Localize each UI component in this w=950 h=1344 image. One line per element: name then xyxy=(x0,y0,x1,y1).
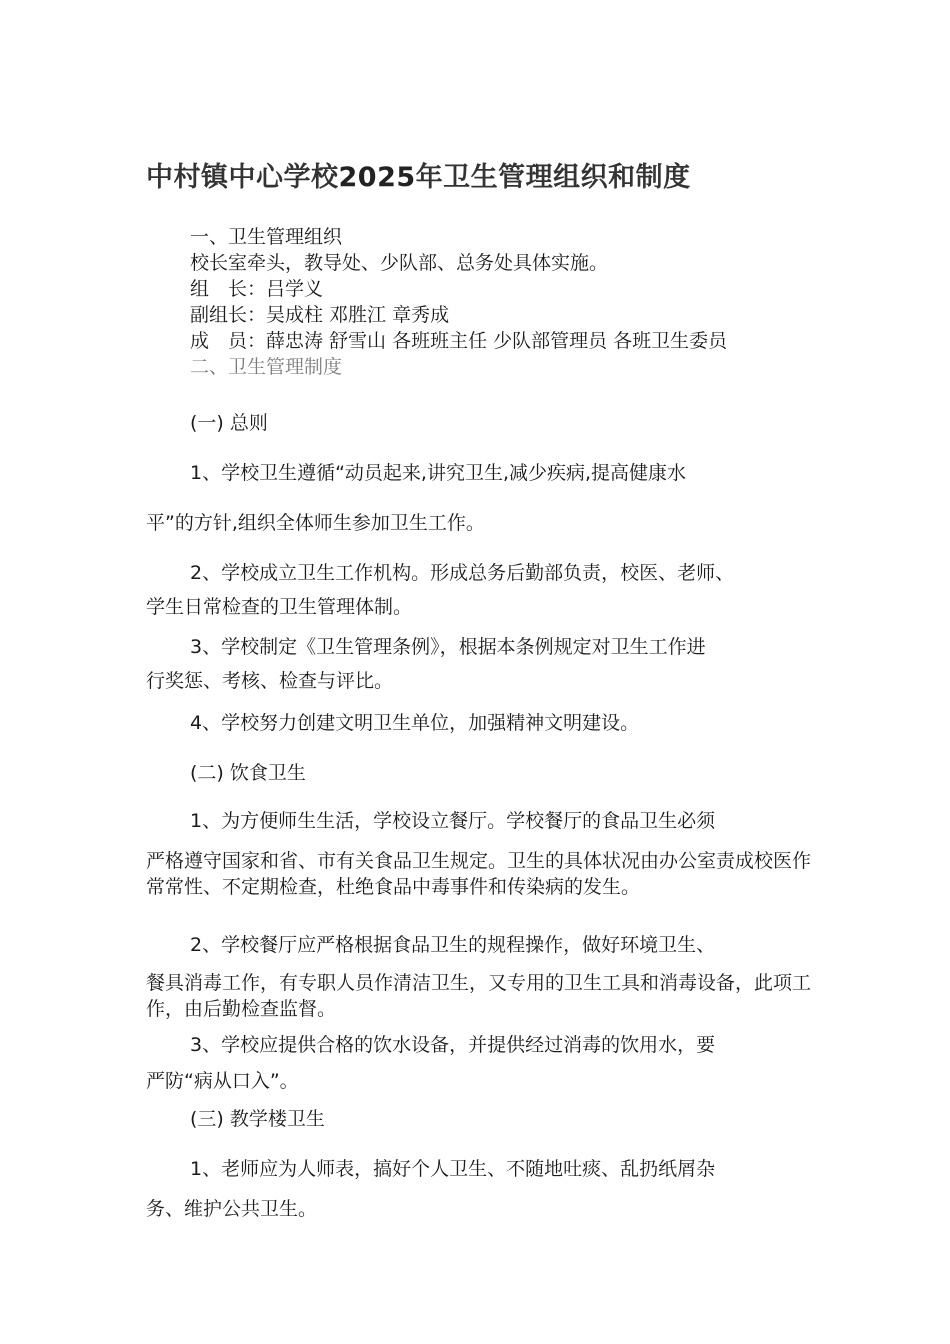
paragraph-first-line: 3、学校制定《卫生管理条例》，根据本条例规定对卫生工作进 xyxy=(190,636,706,658)
paragraph-rest: 平”的方针,组织全体师生参加卫生工作。 xyxy=(146,512,485,534)
org-leader-row xyxy=(190,276,830,302)
members-value: 薛忠涛 舒雪山 各班班主任 少队部管理员 各班卫生委员 xyxy=(266,330,728,352)
regulation-heading: 二、卫生管理制度 xyxy=(190,356,343,378)
document-title xyxy=(146,155,846,194)
paragraph-rest: 严格遵守国家和省、市有关食品卫生规定。卫生的具体状况由办公室责成校医作常常性、不定期检查，杜绝食品中毒事件和传染病的发生。 xyxy=(146,850,812,898)
paragraph-first-line: 1、为方便师生生活，学校设立餐厅。学校餐厅的食品卫生必须 xyxy=(190,810,716,832)
paragraph-first-line: 3、学校应提供合格的饮水设备，并提供经过消毒的饮用水，要 xyxy=(190,1034,716,1056)
paragraph-general-2 xyxy=(146,560,818,620)
paragraph-rest: 严防“病从口入”。 xyxy=(146,1070,299,1092)
organization-block xyxy=(190,224,830,380)
deputy-value: 吴成柱 邓胜江 章秀成 xyxy=(266,304,450,326)
paragraph-general-1 xyxy=(146,460,818,536)
paragraph-rest: 务、维护公共卫生。 xyxy=(146,1198,318,1220)
paragraph-teaching-1 xyxy=(146,1156,818,1222)
section-teaching-building: (三) 教学楼卫生 xyxy=(190,1108,325,1130)
paragraph-rest: 餐具消毒工作，有专职人员作清洁卫生，又专用的卫生工具和消毒设备，此项工作，由后勤检查监督。 xyxy=(146,972,812,1020)
paragraph-first-line: 4、学校努力创建文明卫生单位，加强精神文明建设。 xyxy=(190,712,640,734)
section-general: (一) 总则 xyxy=(190,412,268,434)
members-label: 成 员： xyxy=(190,330,267,352)
title-prefix: 中村镇中心学校 xyxy=(146,162,339,193)
org-deputy-row xyxy=(190,302,830,328)
paragraph-general-4 xyxy=(146,710,818,736)
paragraph-rest: 行奖惩、考核、检查与评比。 xyxy=(146,670,394,692)
leader-label: 组 长： xyxy=(190,278,267,300)
paragraph-general-3 xyxy=(146,634,818,694)
title-suffix: 年卫生管理组织和制度 xyxy=(415,162,691,193)
leader-value: 吕学义 xyxy=(266,278,324,300)
paragraph-rest: 学生日常检查的卫生管理体制。 xyxy=(146,596,413,618)
paragraph-diet-3 xyxy=(146,1032,818,1094)
paragraph-diet-2 xyxy=(146,932,818,1022)
section-diet: (二) 饮食卫生 xyxy=(190,762,306,784)
paragraph-first-line: 2、学校餐厅应严格根据食品卫生的规程操作，做好环境卫生、 xyxy=(190,934,716,956)
paragraph-diet-1 xyxy=(146,808,818,900)
org-members-row xyxy=(190,328,830,354)
paragraph-first-line: 1、老师应为人师表，搞好个人卫生、不随地吐痰、乱扔纸屑杂 xyxy=(190,1158,716,1180)
deputy-label: 副组长： xyxy=(190,304,267,326)
org-heading: 一、卫生管理组织 xyxy=(190,226,343,248)
paragraph-first-line: 1、学校卫生遵循“动员起来,讲究卫生,减少疾病,提高健康水 xyxy=(190,462,687,484)
paragraph-first-line: 2、学校成立卫生工作机构。形成总务后勤部负责，校医、老师、 xyxy=(190,562,735,584)
title-year: 2025 xyxy=(338,162,416,193)
org-lead: 校长室牵头，教导处、少队部、总务处具体实施。 xyxy=(190,252,609,274)
